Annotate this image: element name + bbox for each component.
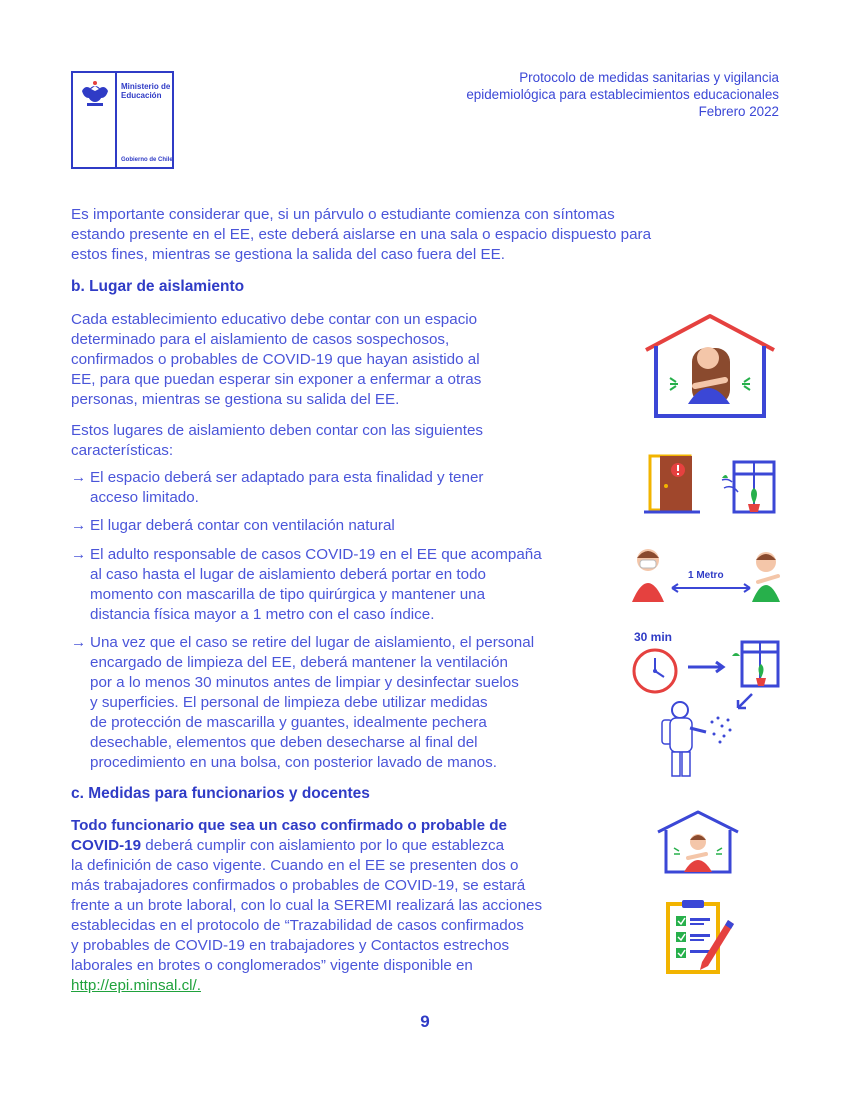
- coat-of-arms-icon: [79, 79, 111, 109]
- paragraph-line: y probables de COVID-19 en trabajadores y Contactos estrechos: [71, 937, 510, 954]
- list-item-line: al caso hasta el lugar de aislamiento deberá portar en todo: [90, 566, 486, 583]
- ministry-name: Ministerio de Educación: [121, 82, 171, 100]
- section-c-heading: c. Medidas para funcionarios y docentes: [71, 785, 370, 802]
- paragraph-line: Estos lugares de aislamiento deben contar con las siguientes: [71, 422, 483, 439]
- paragraph-line: más trabajadores confirmados o probables de COVID-19, se estará: [71, 877, 526, 894]
- paragraph-line: Cada establecimiento educativo debe contar con un espacio: [71, 311, 478, 328]
- characteristics-intro: [71, 421, 483, 461]
- ministry-logo: [71, 71, 174, 169]
- window-plant-icon: [718, 458, 778, 516]
- checklist-clipboard-icon: [664, 898, 736, 976]
- paragraph-line: la definición de caso vigente. Cuando en el EE se presenten dos o: [71, 857, 519, 874]
- intro-line: Es importante considerar que, si un párvulo o estudiante comienza con síntomas: [71, 206, 615, 223]
- list-item-line: desechable, elementos que deben desecharse al final del: [90, 734, 478, 751]
- list-item-line: encargado de limpieza del EE, deberá mantener la ventilación: [90, 654, 508, 671]
- paragraph-line: frente a un brote laboral, con lo cual la SEREMI realizará las acciones: [71, 897, 543, 914]
- covid-bold-label: COVID-19: [71, 837, 142, 854]
- paragraph-line-bold: Todo funcionario que sea un caso confirmado o probable de: [71, 817, 507, 834]
- clock-icon: [630, 646, 680, 696]
- distance-label: 1 Metro: [688, 570, 724, 581]
- list-item-line: El espacio deberá ser adaptado para esta finalidad y tener: [90, 469, 484, 486]
- intro-line: estando presente en el EE, este deberá aislarse en una sala o espacio dispuesto para: [71, 226, 652, 243]
- header-title-line2: epidemiológica para establecimientos educacionales: [466, 87, 779, 102]
- government-name: Gobierno de Chile: [121, 157, 173, 163]
- paragraph-line-text: deberá cumplir con aislamiento por lo que establezca: [141, 837, 505, 854]
- paragraph-line: EE, para que puedan esperar sin exponer a enfermar a otras: [71, 371, 482, 388]
- header-title-line1: Protocolo de medidas sanitarias y vigilancia: [519, 70, 779, 85]
- window-plant-icon: [730, 638, 782, 690]
- list-item-line: Una vez que el caso se retire del lugar de aislamiento, el personal: [90, 634, 535, 651]
- list-item-line: procedimiento en una bolsa, con posterior lavado de manos.: [90, 754, 497, 771]
- arrow-right-icon: →: [71, 546, 87, 563]
- arrow-right-icon: [686, 660, 726, 674]
- intro-line: estos fines, mientras se gestiona la salida del caso fuera del EE.: [71, 246, 505, 263]
- paragraph-line: características:: [71, 442, 174, 459]
- list-item-line: de protección de mascarilla y guantes, idealmente pechera: [90, 714, 487, 731]
- list-item-line: El adulto responsable de casos COVID-19 en el EE que acompaña: [90, 546, 542, 563]
- paragraph-line: determinado para el aislamiento de casos sospechosos,: [71, 331, 450, 348]
- arrow-right-icon: →: [71, 517, 87, 534]
- list-item: [71, 468, 591, 508]
- intro-paragraph: [71, 205, 651, 265]
- paragraph-line: establecidas en el protocolo de “Trazabilidad de casos confirmados: [71, 917, 524, 934]
- paragraph-line: confirmados o probables de COVID-19 que hayan asistido al: [71, 351, 480, 368]
- paragraph-line: laborales en brotes o conglomerados” vigente disponible en: [71, 957, 473, 974]
- list-item: [71, 633, 611, 773]
- section-b-heading: b. Lugar de aislamiento: [71, 278, 245, 295]
- list-item-line: y superficies. El personal de limpieza debe utilizar medidas: [90, 694, 488, 711]
- cleaner-spraying-illustration: [652, 690, 762, 778]
- minsal-link[interactable]: http://epi.minsal.cl/.: [71, 977, 201, 994]
- list-item: [71, 516, 591, 536]
- staff-paragraph: [71, 816, 542, 996]
- paragraph-line: [71, 836, 542, 856]
- list-item-line: por a lo menos 30 minutos antes de limpiar y desinfectar suelos: [90, 674, 519, 691]
- header-date: Febrero 2022: [698, 104, 779, 119]
- door-icon: [644, 452, 700, 514]
- timer-label: 30 min: [634, 630, 673, 644]
- list-item-line: distancia física mayor a 1 metro con el caso índice.: [90, 606, 435, 623]
- staff-isolation-house-illustration: [654, 808, 742, 874]
- arrow-right-icon: →: [71, 469, 87, 486]
- document-header: [466, 69, 779, 120]
- arrow-right-icon: →: [71, 634, 87, 651]
- list-item-line: momento con mascarilla de tipo quirúrgica y mantener una: [90, 586, 486, 603]
- isolation-house-illustration: [640, 312, 780, 420]
- paragraph-line: personas, mientras se gestiona su salida del EE.: [71, 391, 400, 408]
- list-item: [71, 545, 611, 625]
- page-number: 9: [420, 1012, 430, 1031]
- isolation-paragraph: [71, 310, 481, 410]
- list-item-line: El lugar deberá contar con ventilación natural: [90, 517, 395, 534]
- list-item-line: acceso limitado.: [90, 489, 199, 506]
